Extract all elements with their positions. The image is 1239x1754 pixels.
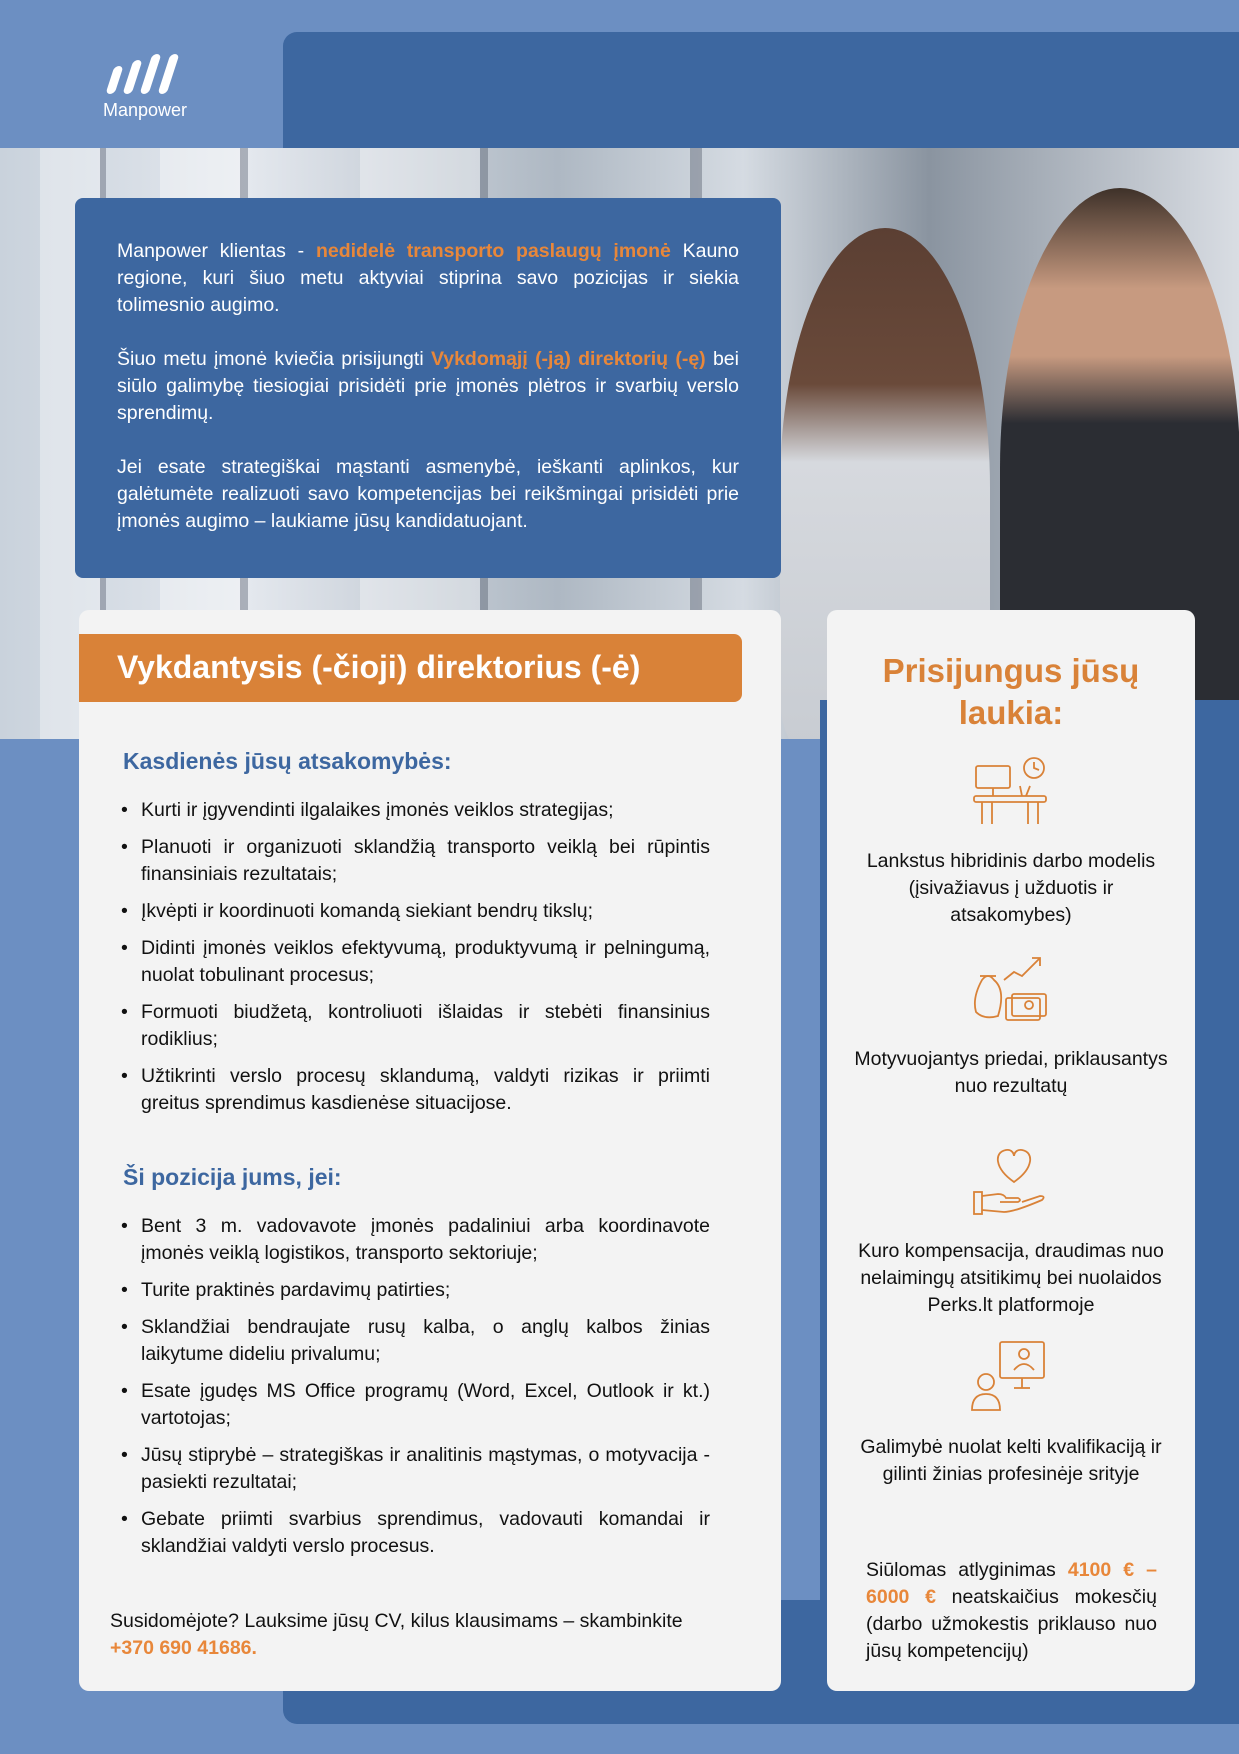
perks-title: Prisijungus jūsų laukia: bbox=[882, 652, 1140, 731]
contact-text: Susidomėjote? Lauksime jūsų CV, kilus klausimams – skambinkite +370 690 41686. bbox=[110, 1610, 683, 1659]
header-band bbox=[283, 32, 1239, 152]
perk-text: Kuro kompensacija, draudimas nuo nelaimingų atsitikimų bei nuolaidos Perks.lt platformoje bbox=[858, 1240, 1164, 1316]
requirements-heading: Ši pozicija jums, jei: bbox=[123, 1164, 342, 1190]
list-item: • Didinti įmonės veiklos efektyvumą, produktyvumą ir pelningumą, nuolat tobulinant procesus; bbox=[121, 935, 710, 989]
perk-text: Motyvuojantys priedai, priklausantys nuo rezultatų bbox=[854, 1048, 1168, 1097]
responsibilities-heading: Kasdienės jūsų atsakomybės: bbox=[123, 748, 452, 774]
intro-paragraph-2: Šiuo metu įmonė kviečia prisijungti Vykdomąjį (-ją) direktorių (-ę) bei siūlo galimybę tiesiogiai prisidėti prie įmonės plėtros ir svarbių verslo sprendimų. bbox=[117, 348, 739, 424]
phone-number[interactable]: +370 690 41686. bbox=[110, 1637, 257, 1659]
list-item: • Planuoti ir organizuoti sklandžią transporto veiklą bei rūpintis finansiniais rezultatais; bbox=[121, 834, 710, 888]
list-item: • Jūsų stiprybė – strategiškas ir analitinis mąstymas, o motyvacija - pasiekti rezultatai; bbox=[121, 1442, 710, 1496]
perk-text: Galimybė nuolat kelti kvalifikaciją ir gilinti žinias profesinėje srityje bbox=[860, 1436, 1162, 1485]
position-title: Vykdantysis (-čioji) direktorius (-ė) bbox=[79, 634, 742, 702]
heart-hand-icon bbox=[970, 1140, 1050, 1220]
list-item: • Kurti ir įgyvendinti ilgalaikes įmonės veiklos strategijas; bbox=[121, 797, 710, 824]
intro-paragraph-3: Jei esate strategiškai mąstanti asmenybė, ieškanti aplinkos, kur galėtumėte realizuoti savo kompetencijas bei reikšmingai prisidėti prie įmonės augimo – laukiame jūsų kandidatuojant. bbox=[117, 456, 739, 532]
list-item: • Sklandžiai bendraujate rusų kalba, o anglų kalbos žinias laikytume dideliu privalumu; bbox=[121, 1314, 710, 1368]
logo-mark-icon bbox=[90, 50, 200, 98]
manpower-logo bbox=[90, 50, 200, 121]
logo-name: Manpower bbox=[102, 100, 188, 120]
responsibilities-list bbox=[121, 797, 710, 1127]
list-item: • Užtikrinti verslo procesų sklandumą, valdyti rizikas ir priimti greitus sprendimus kasdienėse situacijose. bbox=[121, 1063, 710, 1117]
requirements-list bbox=[121, 1213, 710, 1570]
intro-paragraph-1: Manpower klientas - nedidelė transporto paslaugų įmonė Kauno regione, kuri šiuo metu aktyviai stiprina savo pozicijas ir siekia tolimesnio augimo. bbox=[117, 240, 739, 316]
list-item: • Bent 3 m. vadovavote įmonės padaliniui arba koordinavote įmonės veiklą logistikos, transporto sektoriuje; bbox=[121, 1213, 710, 1267]
perk-text: Lankstus hibridinis darbo modelis (įsivažiavus į užduotis ir atsakomybes) bbox=[866, 850, 1156, 926]
money-growth-icon bbox=[970, 950, 1050, 1030]
list-item: • Turite praktinės pardavimų patirties; bbox=[121, 1277, 710, 1304]
desk-icon bbox=[970, 750, 1050, 830]
training-icon bbox=[970, 1336, 1050, 1416]
list-item: • Esate įgudęs MS Office programų (Word, Excel, Outlook ir kt.) vartotojas; bbox=[121, 1378, 710, 1432]
salary-text: Siūlomas atlyginimas 4100 € – 6000 € neatskaičius mokesčių (darbo užmokestis priklauso nuo jūsų kompetencijų) bbox=[866, 1559, 1158, 1662]
list-item: • Gebate priimti svarbius sprendimus, vadovauti komandai ir sklandžiai valdyti verslo procesus. bbox=[121, 1506, 710, 1560]
intro-box bbox=[75, 198, 781, 578]
list-item: • Formuoti biudžetą, kontroliuoti išlaidas ir stebėti finansinius rodiklius; bbox=[121, 999, 710, 1053]
list-item: • Įkvėpti ir koordinuoti komandą siekiant bendrų tikslų; bbox=[121, 898, 710, 925]
